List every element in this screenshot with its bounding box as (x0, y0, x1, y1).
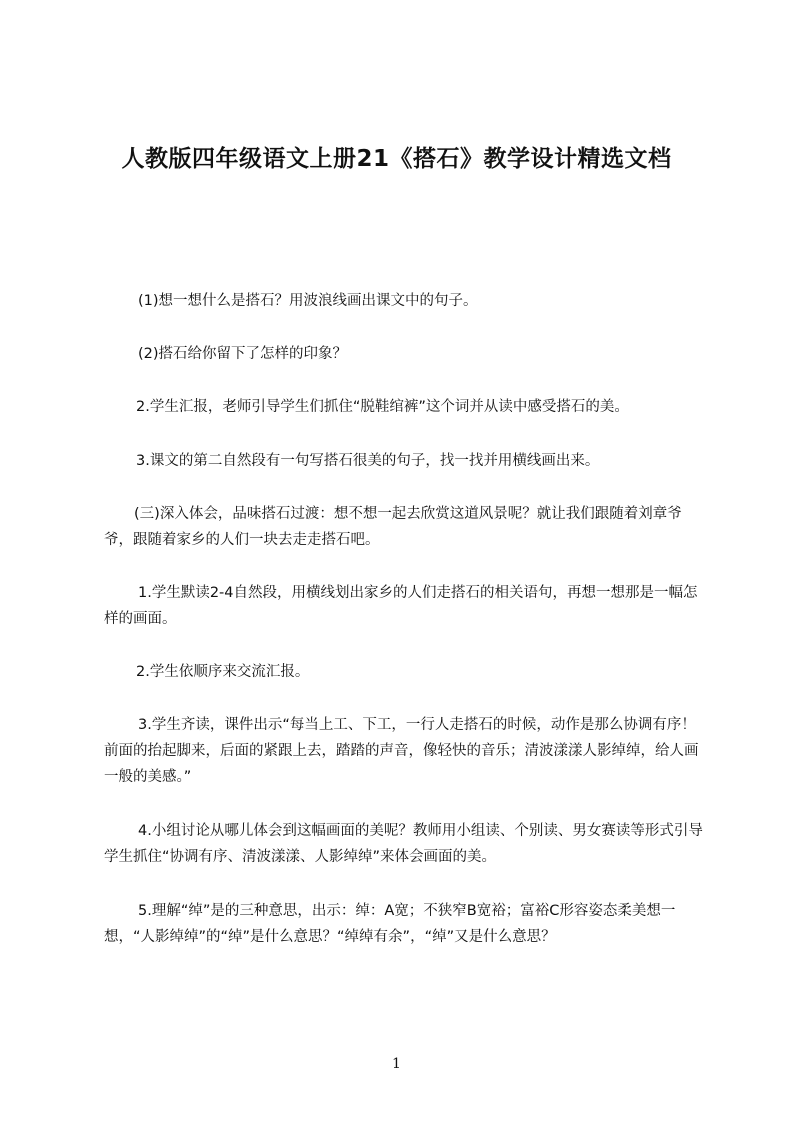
paragraph-4: 3.课文的第二自然段有一句写搭石很美的句子，找一找并用横线画出来。 (136, 453, 600, 469)
paragraph-1: (1)想一想什么是搭石？用波浪线画出课文中的句子。 (138, 293, 478, 309)
paragraph-3: 2.学生汇报，老师引导学生们抓住“脱鞋绾裤”这个词并从读中感受搭石的美。 (136, 399, 629, 415)
page-number: 1 (392, 1056, 401, 1072)
paragraph-2: (2)搭石给你留下了怎样的印象？ (138, 346, 348, 362)
paragraph-10: 5.理解“绰”是的三种意思，出示：绰：A宽；不狭窄B宽裕；富裕C形容姿态柔美想一想，“人影绰绰”的“绰”是什么意思？“绰绰有余”，“绰”又是什么意思？ (104, 903, 676, 945)
paragraph-6: 1.学生默读2-4自然段，用横线划出家乡的人们走搭石的相关语句，再想一想那是一幅怎样的画面。 (104, 585, 698, 627)
paragraph-5: (三)深入体会，品味搭石过渡：想不想一起去欣赏这道风景呢？就让我们跟随着刘章爷爷，跟随着家乡的人们一块去走走搭石吧。 (104, 506, 682, 548)
document-title: 人教版四年级语文上册21《搭石》教学设计精选文档 (121, 146, 672, 172)
paragraph-8: 3.学生齐读，课件出示“每当上工、下工，一行人走搭石的时候，动作是那么协调有序！前面的抬起脚来，后面的紧跟上去，踏踏的声音，像轻快的音乐；清波漾漾人影绰绰，给人画一般的美感。” (104, 717, 699, 785)
paragraph-7: 2.学生依顺序来交流汇报。 (136, 664, 310, 680)
paragraph-9: 4.小组讨论从哪儿体会到这幅画面的美呢？教师用小组读、个别读、男女赛读等形式引导学生抓住“协调有序、清波漾漾、人影绰绰”来体会画面的美。 (104, 823, 703, 865)
